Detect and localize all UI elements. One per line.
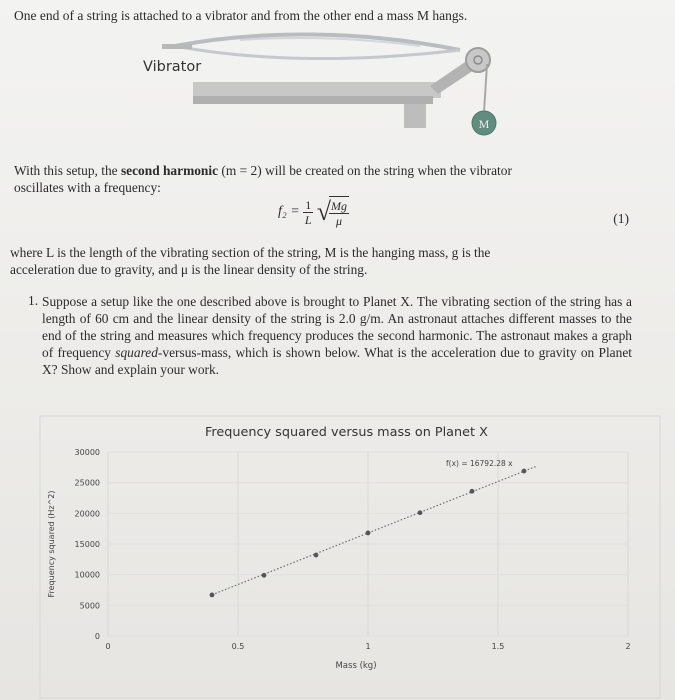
data-point: [418, 510, 423, 515]
data-point: [470, 489, 475, 494]
where-paragraph: where L is the length of the vibrating section of the string, M is the hanging mass, g is the acceleration due to gravity, and μ is the linear density of the string.: [10, 245, 491, 277]
equation-number: (1): [613, 211, 629, 226]
frequency-equation: f₂ = $\frac{1}{L}$ √ $\frac{Mg}{\mu}$: [278, 197, 347, 228]
y-tick-label: 20000: [74, 509, 100, 519]
question-text: Suppose a setup like the one described above is brought to Planet X. The vibrating section of the string has a length of 60 cm and the linear density of the string is 2.0 g/m. An astronaut attaches different masses to the end of the string and measures which frequency produces the second harmonic. The astronaut makes a graph of frequency squared-versus-mass, which is shown below. What is the acceleration due to gravity on Planet X? Show and explain your work.: [42, 294, 632, 377]
chart-frame: [40, 416, 660, 698]
vibrator-label: Vibrator: [143, 59, 202, 75]
y-tick-label: 10000: [74, 570, 100, 580]
chart-title: Frequency squared versus mass on Planet X: [205, 425, 488, 440]
apparatus-diagram: [0, 0, 675, 160]
vibrator-rod: [162, 44, 192, 49]
y-tick-label: 30000: [74, 448, 100, 457]
y-tick-label: 25000: [74, 478, 100, 488]
table-top: [193, 82, 441, 98]
trendline-label: f(x) = 16792.28 x: [446, 459, 513, 468]
x-tick-label: 0: [105, 642, 111, 651]
y-tick-label: 0: [94, 632, 100, 641]
data-point: [522, 469, 527, 474]
x-tick-label: 2: [625, 642, 631, 651]
table-leg: [404, 104, 426, 128]
y-tick-label: 5000: [79, 601, 100, 611]
y-tick-label: 15000: [74, 540, 100, 549]
data-point: [314, 553, 319, 558]
question-number: 1.: [28, 293, 39, 308]
x-tick-label: 1: [365, 642, 371, 651]
trendline: [212, 466, 537, 595]
second-harmonic-text: second harmonic: [120, 163, 219, 178]
mass-label: M: [478, 117, 490, 131]
string-wave-lower: [175, 46, 460, 59]
table-top-shade: [193, 96, 433, 104]
string-wave-upper: [175, 34, 460, 50]
data-point: [210, 593, 215, 598]
x-tick-label: 0.5: [231, 642, 245, 651]
y-axis-label: Frequency squared (Hz^2): [47, 490, 56, 598]
x-tick-label: 1.5: [491, 642, 505, 651]
data-point: [262, 573, 267, 578]
setup-paragraph: With this setup, the second harmonic (m = 2) will be created on the string when the vibrator oscillates with a frequency:: [14, 163, 512, 195]
scatter-chart: [0, 400, 675, 700]
data-point: [366, 531, 371, 536]
x-axis-label: Mass (kg): [335, 661, 377, 671]
intro-text: One end of a string is attached to a vibrator and from the other end a mass M hangs.: [14, 8, 468, 23]
